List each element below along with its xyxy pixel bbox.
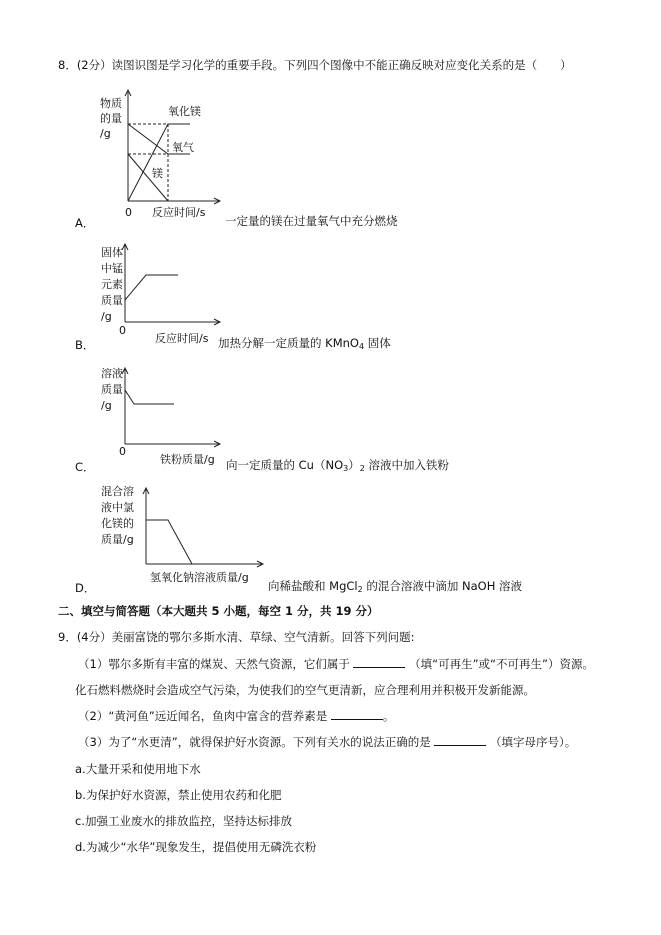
question-9-stem: 9．(4分）美丽富饶的鄂尔多斯水清、草绿、空气清新。回答下列问题: xyxy=(58,630,415,644)
option-c-letter: C． xyxy=(75,460,95,474)
option-b-description: 加热分解一定质量的 KMnO$_4$ 固体 xyxy=(218,336,391,351)
graph-b-ylabel-3: 元素 xyxy=(101,278,123,291)
graph-a-ylabel-3: /g xyxy=(100,127,111,140)
graph-b-xlabel: 反应时间/s xyxy=(155,332,209,345)
section-2-heading: 二、填空与简答题（本大题共 5 小题，每空 1 分，共 19 分） xyxy=(58,604,379,618)
graph-c-ylabel-2: 质量 xyxy=(101,383,123,396)
graph-a-label-mgo: 氧化镁 xyxy=(168,105,201,118)
blank-1[interactable] xyxy=(353,657,405,668)
choice-d: d.为减少“水华”现象发生，提倡使用无磷洗衣粉 xyxy=(75,840,317,854)
option-b-letter: B． xyxy=(75,338,95,352)
graph-a-ylabel-2: 的量 xyxy=(100,112,122,125)
graph-c-xlabel: 铁粉质量/g xyxy=(160,453,215,466)
graph-b-ylabel-2: 中锰 xyxy=(101,262,123,275)
option-c-description: 向一定质量的 $Cu(NO_3)_2$ 溶液中加入铁粉 xyxy=(226,458,449,473)
graph-a-label-mg: 镁 xyxy=(152,167,163,180)
graph-c xyxy=(118,364,228,450)
graph-d-ylabel-4: 质量/g xyxy=(101,533,134,546)
graph-d-line xyxy=(146,520,192,564)
graph-c-line xyxy=(125,390,174,404)
graph-a-xlabel: 反应时间/s xyxy=(152,206,206,219)
graph-a-label-o2: 氧气 xyxy=(172,141,194,154)
question-9-part-3: （3）为了“水更清”，就得保护好水资源。下列有关水的说法正确的是 （填字母序号）。 xyxy=(78,735,577,749)
graph-b-ylabel-5: /g xyxy=(101,310,112,323)
blank-2[interactable] xyxy=(331,709,383,720)
option-d-description: 向稀盐酸和 MgCl$_2$ 的混合溶液中滴加 NaOH 溶液 xyxy=(268,579,523,594)
option-a-letter: A． xyxy=(75,216,95,230)
graph-a-line-magnesium-oxide xyxy=(128,124,190,201)
question-8-stem: 8．(2分）读图识图是学习化学的重要手段。下列四个图像中不能正确反映对应变化关系的是（ ） xyxy=(58,58,572,72)
graph-b xyxy=(118,240,228,330)
graph-b-ylabel-1: 固体 xyxy=(101,246,123,259)
choice-c: c.加强工业废水的排放监控，坚持达标排放 xyxy=(75,814,292,828)
option-a-description: 一定量的镁在过量氧气中充分燃烧 xyxy=(225,214,398,228)
graph-a-origin: 0 xyxy=(125,206,132,219)
question-9-part-1: （1）鄂尔多斯有丰富的煤炭、天然气资源，它们属于 （填“可再生”或“不可再生”）资源。 xyxy=(78,657,594,671)
graph-d-ylabel-1: 混合溶 xyxy=(101,485,134,498)
graph-d xyxy=(138,484,268,570)
blank-3[interactable] xyxy=(434,735,486,746)
option-d-letter: D． xyxy=(75,581,96,595)
question-9-part-2: （2）“黄河鱼”远近闻名，鱼肉中富含的营养素是 。 xyxy=(78,709,395,723)
graph-b-origin: 0 xyxy=(119,324,126,337)
graph-d-ylabel-3: 化镁的 xyxy=(101,517,134,530)
choice-b: b.为保护好水资源，禁止使用农药和化肥 xyxy=(75,788,282,802)
question-9-part-1-continued: 化石燃料燃烧时会造成空气污染，为使我们的空气更清新，应合理利用并积极开发新能源。 xyxy=(75,683,535,697)
graph-a-ylabel-1: 物质 xyxy=(100,97,122,110)
graph-c-ylabel-1: 溶液 xyxy=(101,367,123,380)
graph-b-ylabel-4: 质量 xyxy=(101,294,123,307)
choice-a: a.大量开采和使用地下水 xyxy=(75,762,201,776)
graph-b-line xyxy=(125,275,178,300)
graph-d-xlabel: 氢氧化钠溶液质量/g xyxy=(150,571,249,584)
graph-c-origin: 0 xyxy=(119,445,126,458)
graph-c-ylabel-3: /g xyxy=(101,399,112,412)
graph-d-ylabel-2: 液中氯 xyxy=(101,501,134,514)
